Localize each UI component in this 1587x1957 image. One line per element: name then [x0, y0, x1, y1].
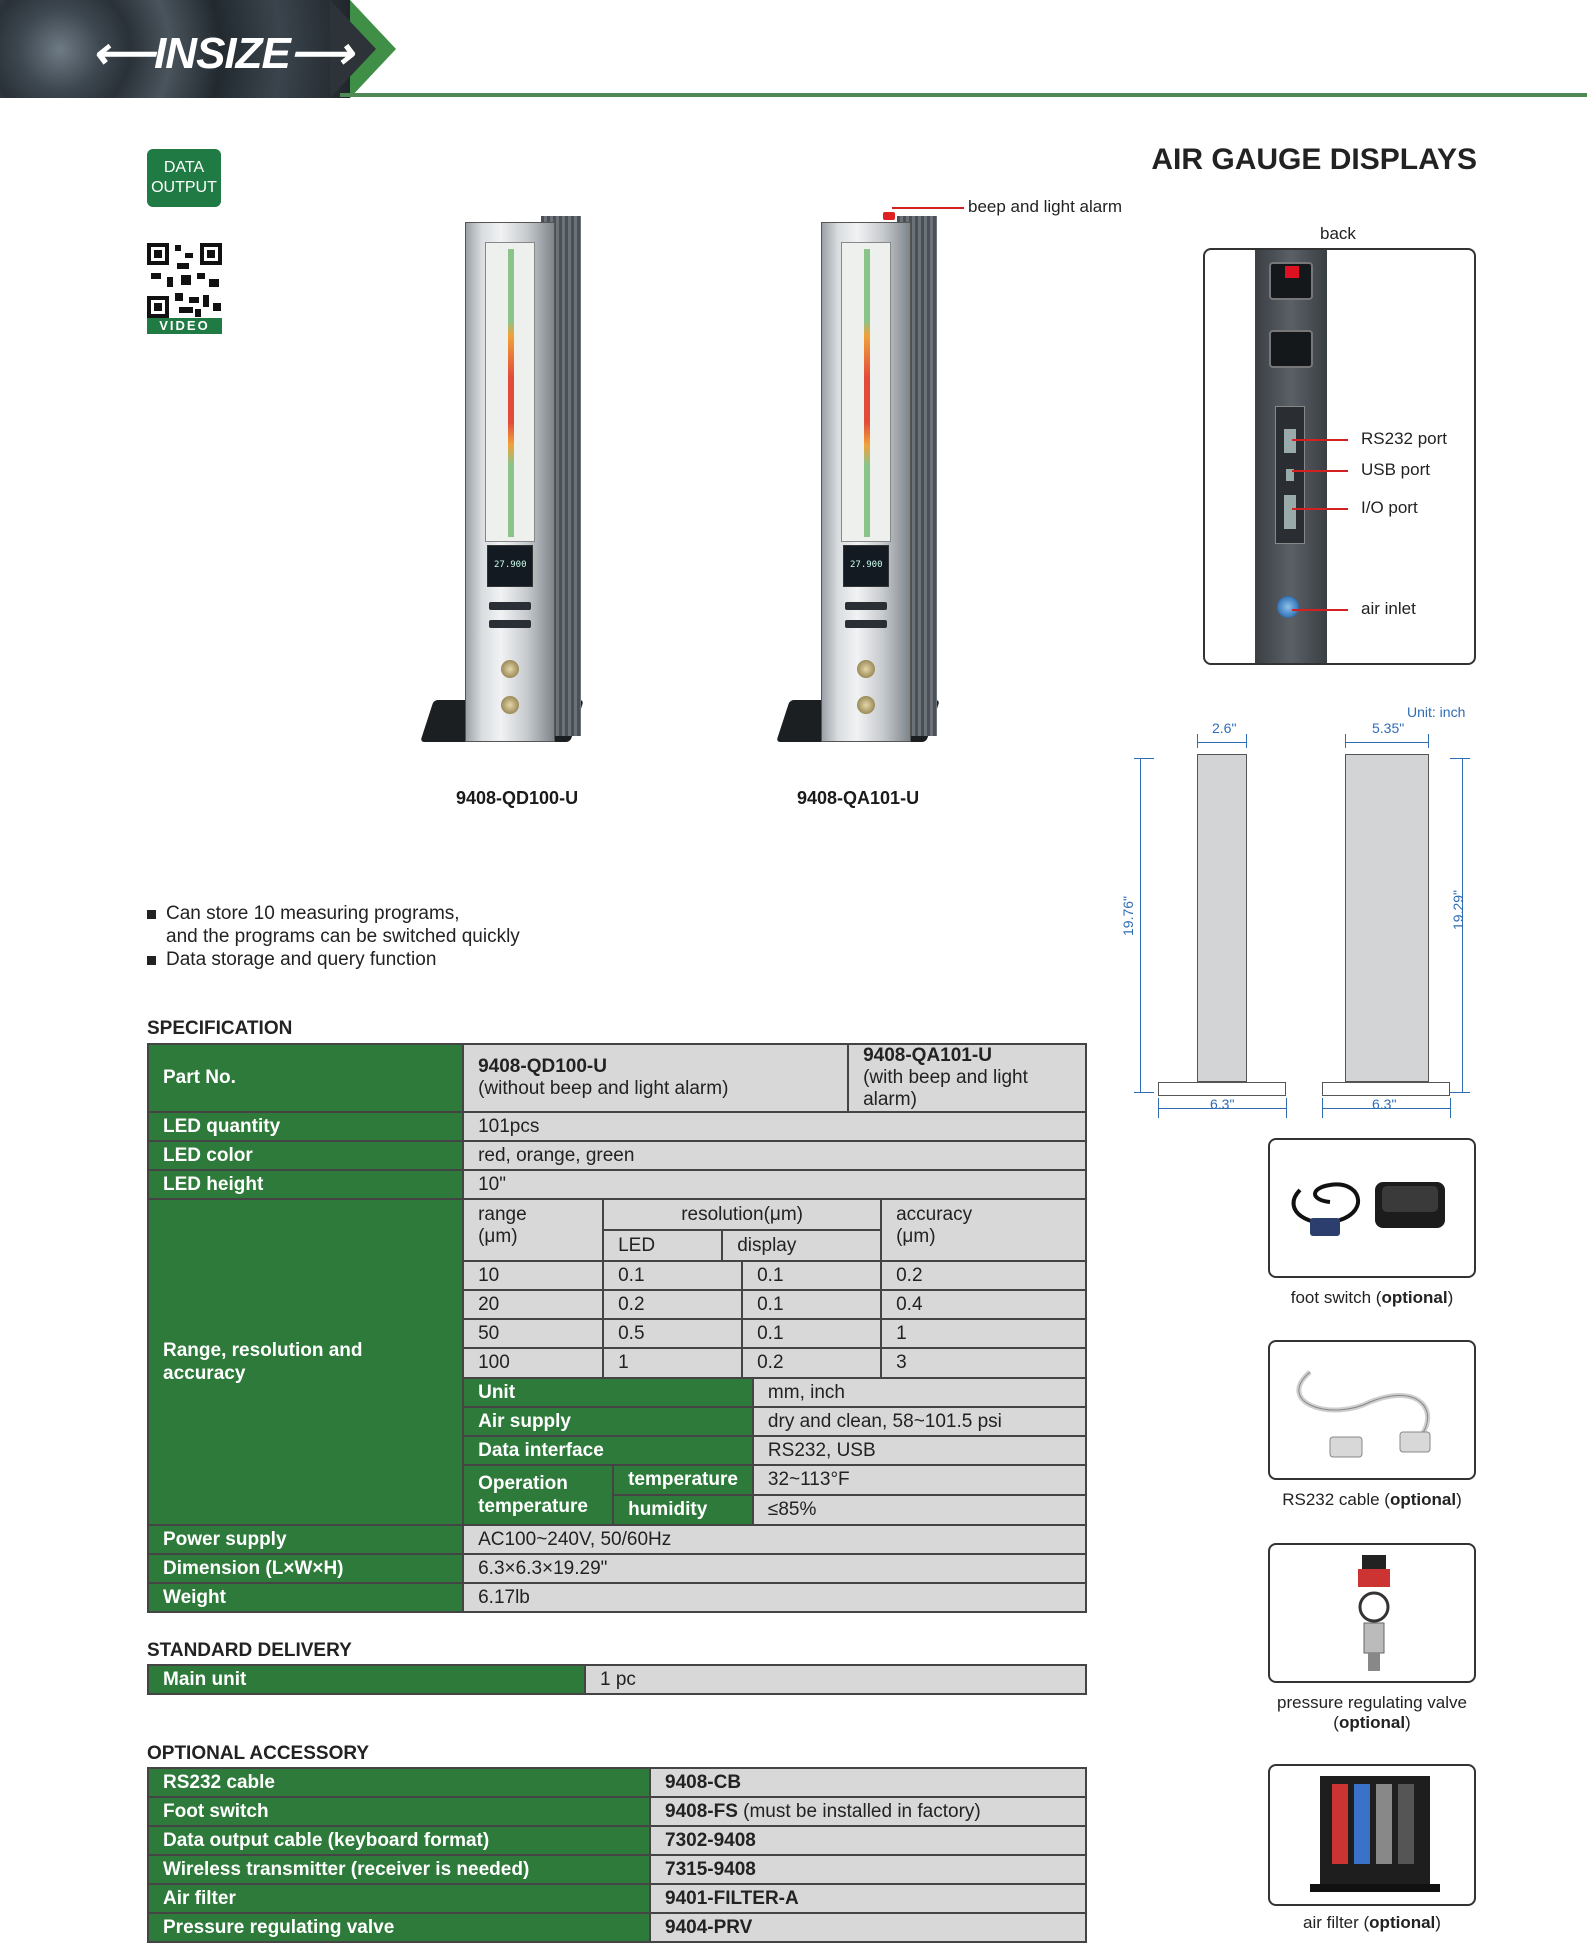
accessory-code-cell [650, 1855, 1086, 1884]
accessory-row [148, 1768, 1086, 1797]
accessory-note: (must be installed in factory) [737, 1800, 981, 1822]
accessory-section-title: OPTIONAL ACCESSORY [147, 1743, 370, 1764]
accuracy-cell: 0.2 [881, 1261, 1085, 1290]
pressure-valve-caption: pressure regulating valve (optional) [1240, 1693, 1504, 1733]
range-cell: 20 [464, 1290, 603, 1319]
accessory-row [148, 1826, 1086, 1855]
accessory-code: 9404-PRV [665, 1916, 753, 1938]
accessory-row [148, 1797, 1086, 1826]
delivery-section-title: STANDARD DELIVERY [147, 1640, 352, 1661]
spec-dimension: 6.3×6.3×19.29" [463, 1554, 1086, 1583]
brand-logo [92, 28, 352, 79]
callout-line-rs232 [1292, 439, 1348, 441]
spec-label-led-color: LED color [148, 1141, 463, 1170]
feature-item [147, 902, 520, 925]
led-res-cell: 0.5 [603, 1319, 742, 1348]
spec-range-block [463, 1199, 1086, 1378]
port-panel [1275, 406, 1305, 544]
accessory-table [147, 1767, 1087, 1943]
adjust-knob [857, 696, 875, 714]
display-head: display [722, 1230, 880, 1260]
accessory-code: 9408-FS [665, 1800, 738, 1822]
caption-optional: optional [1369, 1913, 1436, 1932]
accessory-row [148, 1855, 1086, 1884]
callout-air: air inlet [1361, 599, 1416, 618]
caption-optional: optional [1338, 1713, 1406, 1732]
accessory-name: Wireless transmitter (receiver is needed) [148, 1855, 650, 1884]
led-head: LED [604, 1230, 722, 1260]
spec-part-b [848, 1044, 1086, 1112]
resolution-head-block [603, 1200, 881, 1261]
accessory-name: Foot switch [148, 1797, 650, 1826]
delivery-table [147, 1664, 1087, 1695]
dimension-unit: Unit: inch [1407, 704, 1466, 720]
callout-usb: USB port [1361, 460, 1430, 479]
spec-label-power: Power supply [148, 1525, 463, 1554]
spec-weight: 6.17lb [463, 1583, 1086, 1612]
range-label-text: Range, resolution and accuracy [163, 1340, 363, 1384]
power-socket [1269, 262, 1313, 300]
dimension-base-b [1322, 1082, 1450, 1096]
callout-line-io [1292, 508, 1348, 510]
accessory-row [148, 1884, 1086, 1913]
display-screen: 27.900 [487, 545, 533, 587]
back-view-label: back [1320, 224, 1356, 243]
accessory-code: 7315-9408 [665, 1858, 756, 1880]
part-a-note: (without beep and light alarm) [478, 1078, 729, 1099]
alarm-light [883, 212, 895, 220]
accuracy-head-text: accuracy (μm) [896, 1204, 973, 1247]
bullet-icon [147, 910, 156, 919]
adjust-knob [501, 696, 519, 714]
spec-section-title: SPECIFICATION [147, 1018, 293, 1039]
accessory-name: Pressure regulating valve [148, 1913, 650, 1942]
spec-label-air: Air supply [463, 1407, 753, 1436]
led-res-cell: 1 [603, 1348, 742, 1377]
spec-label-range [148, 1199, 463, 1525]
caption-text: foot switch [1290, 1288, 1372, 1307]
part-a-name: 9408-QD100-U [478, 1056, 607, 1077]
dimension-height-b: 19.29" [1450, 889, 1466, 930]
air-inlet-fitting [1277, 596, 1299, 618]
air-filter-image [1268, 1764, 1476, 1906]
dimension-base-a [1158, 1082, 1286, 1096]
video-badge: VIDEO [147, 318, 222, 334]
caption-text: pressure regulating valve [1277, 1693, 1467, 1712]
spec-label-unit: Unit [463, 1378, 753, 1407]
keypad [845, 602, 887, 610]
accessory-row [148, 1913, 1086, 1942]
callout-rs232: RS232 port [1361, 429, 1447, 448]
dimension-column-a [1197, 754, 1247, 1082]
accessory-code-cell [650, 1768, 1086, 1797]
model-label-qd100: 9408-QD100-U [456, 788, 579, 808]
feature-item [147, 948, 520, 971]
foot-switch-caption: foot switch (optional) [1290, 1288, 1454, 1307]
caption-optional: optional [1381, 1288, 1448, 1307]
delivery-item-label: Main unit [148, 1665, 585, 1694]
product-image-qd100 [415, 210, 615, 770]
resolution-head: resolution(μm) [604, 1200, 880, 1230]
spec-temperature: 32~113°F [754, 1466, 1085, 1495]
led-scale [841, 242, 891, 542]
dimension-height-a: 19.76" [1120, 895, 1136, 936]
page-title: AIR GAUGE DISPLAYS [1151, 143, 1477, 176]
dimension-width-a: 2.6" [1212, 720, 1237, 736]
brand-text: INSIZE [154, 29, 290, 78]
accuracy-cell: 0.4 [881, 1290, 1085, 1319]
spec-label-interface: Data interface [463, 1436, 753, 1465]
dimension-column-b [1345, 754, 1429, 1082]
accuracy-head [881, 1200, 1085, 1261]
keypad [489, 602, 531, 610]
spec-label-led-quantity: LED quantity [148, 1112, 463, 1141]
range-subtable [464, 1200, 1085, 1377]
keypad [489, 620, 531, 628]
accuracy-cell: 3 [881, 1348, 1085, 1377]
spec-air: dry and clean, 58~101.5 psi [753, 1407, 1086, 1436]
accessory-code-cell [650, 1884, 1086, 1913]
spec-label-weight: Weight [148, 1583, 463, 1612]
range-cell: 10 [464, 1261, 603, 1290]
part-b-note: (with beep and light alarm) [863, 1067, 1028, 1110]
display-res-cell: 0.1 [742, 1319, 881, 1348]
operation-label [464, 1466, 613, 1524]
range-cell: 50 [464, 1319, 603, 1348]
feature-item-continued [147, 925, 520, 948]
header-banner [0, 0, 400, 98]
callout-line-usb [1292, 470, 1348, 472]
feature-text: Data storage and query function [166, 949, 437, 970]
foot-switch-image [1268, 1138, 1476, 1278]
range-head-text: range (μm) [478, 1204, 527, 1247]
caption-optional: optional [1389, 1490, 1457, 1509]
spec-operation-values [753, 1465, 1086, 1525]
humidity-label: humidity [613, 1495, 752, 1524]
accessory-name: Data output cable (keyboard format) [148, 1826, 650, 1855]
caption-text: air filter [1303, 1913, 1359, 1932]
caption-text: RS232 cable [1282, 1490, 1380, 1509]
back-view-image [1203, 248, 1476, 665]
accessory-code-cell [650, 1913, 1086, 1942]
temperature-label: temperature [613, 1466, 752, 1495]
spec-power: AC100~240V, 50/60Hz [463, 1525, 1086, 1554]
feature-list [147, 902, 520, 971]
accessory-name: Air filter [148, 1884, 650, 1913]
display-res-cell: 0.2 [742, 1348, 881, 1377]
spec-label-operation [463, 1465, 753, 1525]
dimension-base-width-b: 6.3" [1372, 1096, 1397, 1112]
callout-line-alarm [892, 207, 964, 209]
rs232-cable-caption: RS232 cable (optional) [1282, 1490, 1462, 1509]
spec-unit: mm, inch [753, 1378, 1086, 1407]
operation-label-text: Operation temperature [478, 1473, 588, 1517]
spec-part-a [463, 1044, 848, 1112]
range-cell: 100 [464, 1348, 603, 1377]
logo-arrow-right-icon: ⟶ [289, 29, 352, 78]
accessory-code: 9401-FILTER-A [665, 1887, 799, 1909]
led-res-cell: 0.2 [603, 1290, 742, 1319]
model-label-qa101: 9408-QA101-U [797, 788, 920, 808]
spec-label-led-height: LED height [148, 1170, 463, 1199]
adjust-knob [501, 660, 519, 678]
spec-led-quantity: 101pcs [463, 1112, 1086, 1141]
product-image-qa101 [771, 210, 971, 770]
data-output-badge: DATA OUTPUT [147, 149, 221, 207]
spec-led-height: 10" [463, 1170, 1086, 1199]
spec-table [147, 1043, 1087, 1613]
spec-label-dimension: Dimension (L×W×H) [148, 1554, 463, 1583]
dimension-width-b: 5.35" [1372, 720, 1405, 736]
display-res-cell: 0.1 [742, 1261, 881, 1290]
keypad [845, 620, 887, 628]
adjust-knob [857, 660, 875, 678]
led-res-cell: 0.1 [603, 1261, 742, 1290]
led-scale [485, 242, 535, 542]
spec-humidity: ≤85% [754, 1495, 1085, 1524]
display-res-cell: 0.1 [742, 1290, 881, 1319]
callout-alarm: beep and light alarm [968, 197, 1123, 216]
accessory-code-cell [650, 1826, 1086, 1855]
display-screen: 27.900 [843, 545, 889, 587]
spec-label-part-no: Part No. [148, 1044, 463, 1112]
bullet-icon [147, 956, 156, 965]
rs232-cable-image [1268, 1340, 1476, 1480]
feature-text: and the programs can be switched quickly [166, 926, 520, 947]
header-rule [340, 93, 1587, 97]
pressure-valve-image [1268, 1543, 1476, 1683]
qr-code [147, 243, 222, 318]
callout-io: I/O port [1361, 498, 1418, 517]
delivery-item-value: 1 pc [585, 1665, 1086, 1694]
logo-arrow-left-icon: ⟵ [92, 29, 155, 78]
accuracy-cell: 1 [881, 1319, 1085, 1348]
callout-line-air [1292, 609, 1348, 611]
spec-interface: RS232, USB [753, 1436, 1086, 1465]
spec-led-color: red, orange, green [463, 1141, 1086, 1170]
dimension-base-width-a: 6.3" [1210, 1096, 1235, 1112]
range-head [464, 1200, 603, 1261]
power-socket [1269, 330, 1313, 368]
accessory-code: 7302-9408 [665, 1829, 756, 1851]
air-filter-caption: air filter (optional) [1303, 1913, 1441, 1932]
accessory-name: RS232 cable [148, 1768, 650, 1797]
feature-text: Can store 10 measuring programs, [166, 903, 460, 924]
accessory-code-cell [650, 1797, 1086, 1826]
accessory-code: 9408-CB [665, 1771, 742, 1793]
part-b-name: 9408-QA101-U [863, 1045, 992, 1066]
